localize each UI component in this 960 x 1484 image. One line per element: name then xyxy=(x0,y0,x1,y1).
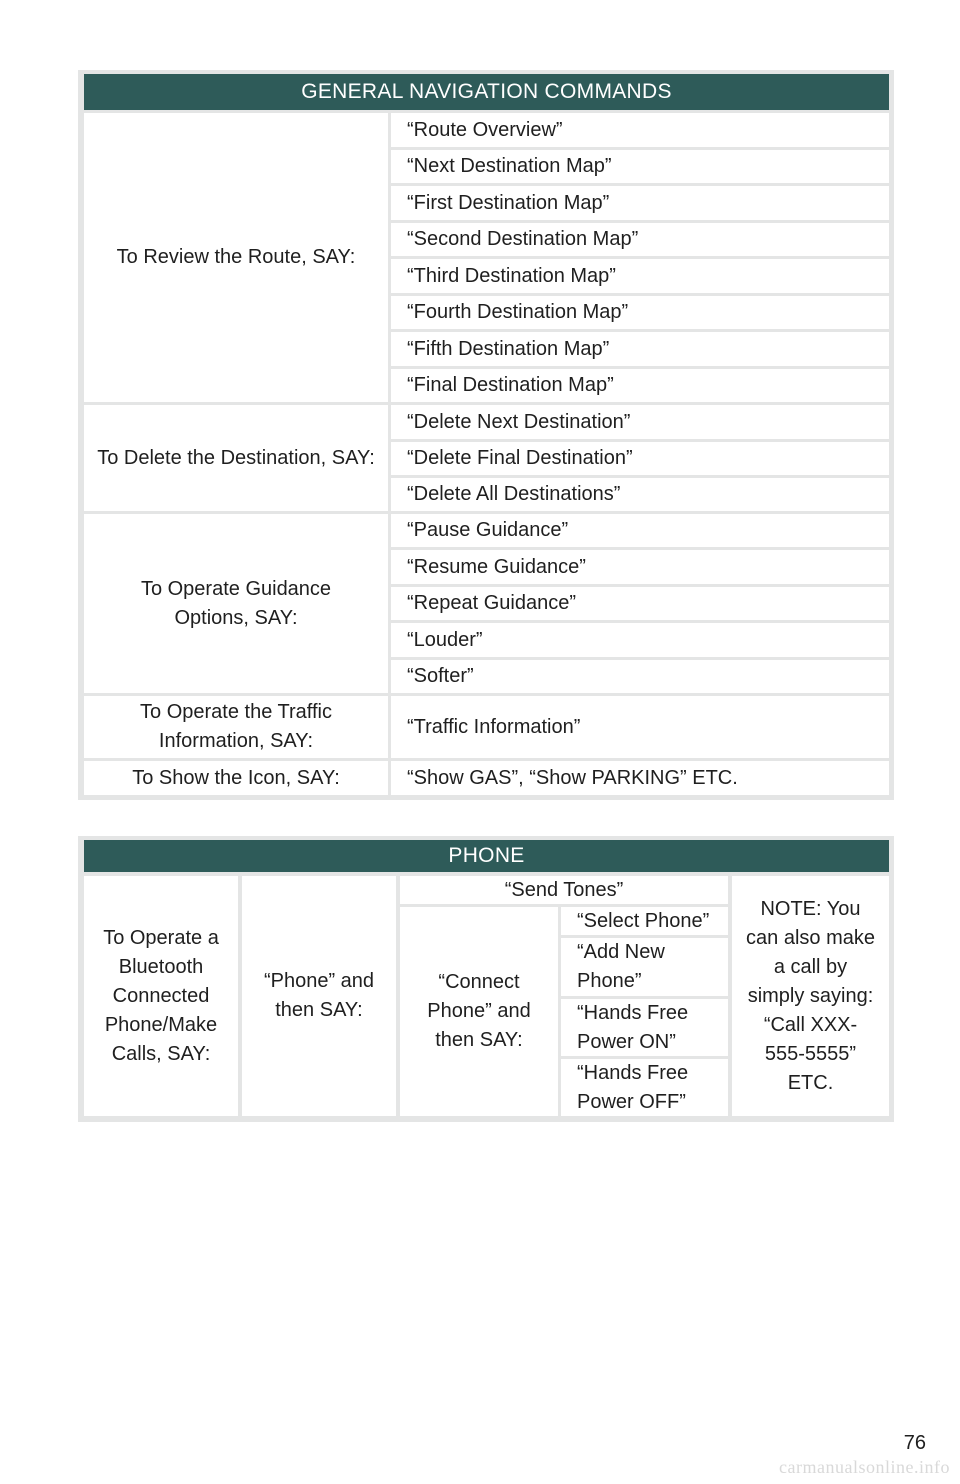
command-add-new-phone: “Add New Phone” xyxy=(561,938,728,996)
command-first-destination-map: “First Destination Map” xyxy=(391,186,889,220)
command-final-destination-map: “Final Destination Map” xyxy=(391,369,889,402)
command-show-icon: “Show GAS”, “Show PARKING” ETC. xyxy=(391,761,889,795)
command-second-destination-map: “Second Destination Map” xyxy=(391,223,889,256)
traffic-information-label: To Operate the Traffic Information, SAY: xyxy=(84,696,388,758)
phone-bluetooth-label: To Operate a Bluetooth Connected Phone/Make Calls, SAY: xyxy=(84,876,238,1116)
command-route-overview: “Route Overview” xyxy=(391,113,889,147)
command-select-phone: “Select Phone” xyxy=(561,907,728,935)
command-traffic-information: “Traffic Information” xyxy=(391,696,889,758)
navigation-commands-header: GENERAL NAVIGATION COMMANDS xyxy=(84,74,889,110)
phone-note: NOTE: You can also make a call by simply saying: “Call XXX-555-5555” ETC. xyxy=(732,876,889,1116)
guidance-options-label: To Operate Guidance Options, SAY: xyxy=(84,514,388,693)
command-delete-next-destination: “Delete Next Destination” xyxy=(391,405,889,439)
phone-commands-header: PHONE xyxy=(84,840,889,872)
phone-then-say: “Phone” and then SAY: xyxy=(242,876,396,1116)
command-third-destination-map: “Third Destination Map” xyxy=(391,259,889,293)
command-delete-final-destination: “Delete Final Destination” xyxy=(391,442,889,475)
command-next-destination-map: “Next Destination Map” xyxy=(391,150,889,183)
watermark: carmanualsonline.info xyxy=(779,1457,950,1477)
command-fifth-destination-map: “Fifth Destination Map” xyxy=(391,332,889,366)
command-resume-guidance: “Resume Guidance” xyxy=(391,550,889,584)
command-softer: “Softer” xyxy=(391,660,889,693)
show-icon-label: To Show the Icon, SAY: xyxy=(84,761,388,795)
command-fourth-destination-map: “Fourth Destination Map” xyxy=(391,296,889,329)
command-send-tones: “Send Tones” xyxy=(400,876,728,904)
command-hands-free-power-off: “Hands Free Power OFF” xyxy=(561,1059,728,1116)
delete-destination-label: To Delete the Destination, SAY: xyxy=(84,405,388,511)
review-route-label: To Review the Route, SAY: xyxy=(84,113,388,402)
connect-phone-then-say: “Connect Phone” and then SAY: xyxy=(400,907,558,1116)
page-number: 76 xyxy=(903,1432,926,1454)
command-louder: “Louder” xyxy=(391,623,889,657)
command-pause-guidance: “Pause Guidance” xyxy=(391,514,889,547)
command-delete-all-destinations: “Delete All Destinations” xyxy=(391,478,889,511)
command-repeat-guidance: “Repeat Guidance” xyxy=(391,587,889,620)
command-hands-free-power-on: “Hands Free Power ON” xyxy=(561,999,728,1056)
